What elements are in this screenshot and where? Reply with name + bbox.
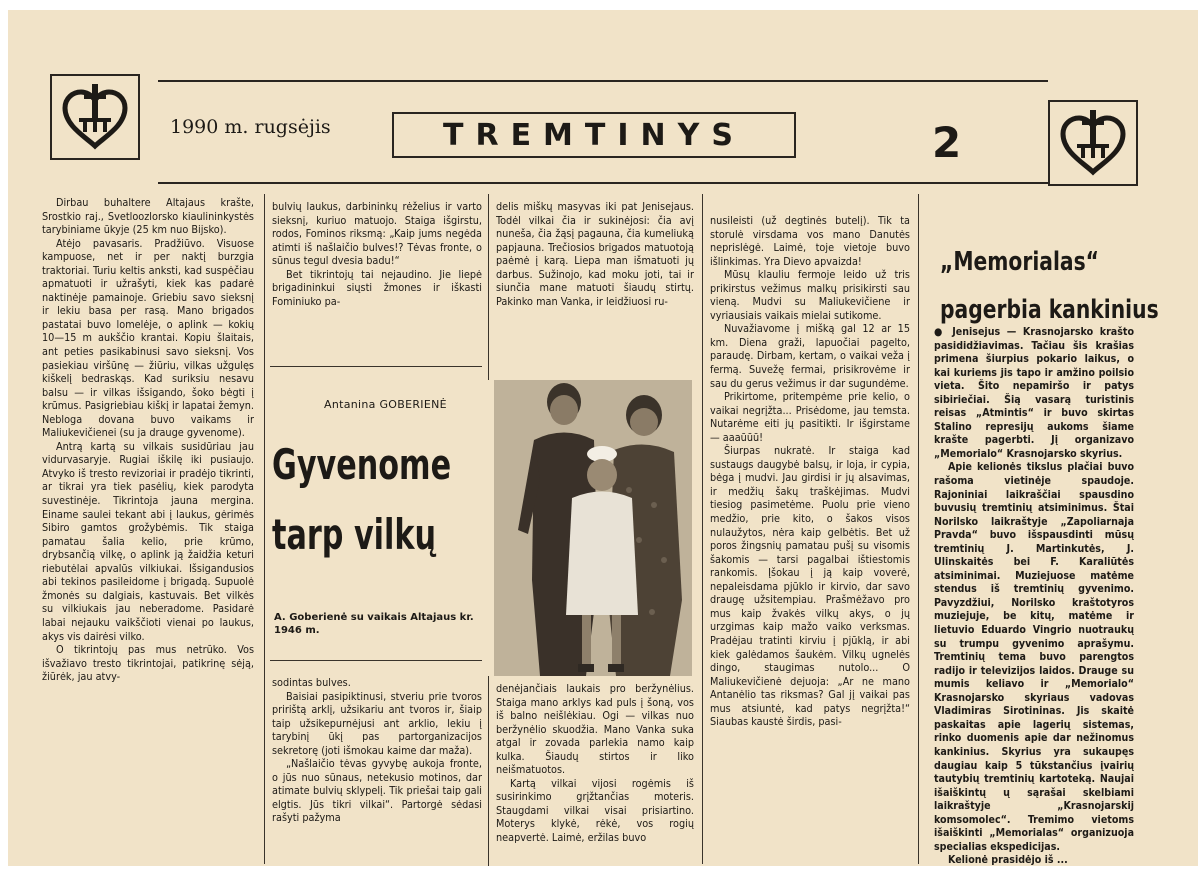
family-photo-image	[494, 380, 692, 676]
emblem-graphic	[1055, 108, 1131, 178]
article-paragraph: Kartą vilkai vijosi rogėmis iš susirinkimo grįžtančias moteris. Staugdami vilkai visai prisiartino. Moterys klykė, rėkė, vos rogių neapvertė. Laimė, eržilas buvo	[496, 776, 694, 845]
newspaper-page	[8, 10, 1198, 866]
article-column-3-top	[496, 200, 694, 372]
masthead-rule-top	[158, 80, 1048, 82]
article-paragraph: Bet tikrintojų tai nejaudino. Jie liepė brigadininkui siųsti žmones ir iškasti Fominiuko pa-	[272, 267, 482, 308]
article-paragraph: Dirbau buhaltere Altajaus krašte, Srostkio raj., Svetloozlorsko kiaulininkystės tarybiniame ūkyje (25 km nuo Bijsko).	[42, 196, 254, 237]
cross-heart-emblem-icon	[50, 74, 140, 160]
memorial-headline-line2: pagerbia kankinius	[940, 295, 1159, 325]
emblem-graphic	[57, 82, 133, 152]
article-paragraph: Nuvažiavome į mišką gal 12 ar 15 km. Diena graži, lapuočiai pagelto, paraudę. Dirbam, kertam, o vaikai veža į fermą. Suvežę fermai, prisikrovėme ir sau du gerus vežimus ir dar sugundėme.	[710, 322, 910, 390]
article-paragraph: Atėjo pavasaris. Pradžiūvo. Visuose kampuose, net ir per naktį burzgia traktoriai. Turiu keltis anksti, kad suspėčiau apmatuoti ir užrašyti, kiek kas padarė naktinėje pamainoje. Griebiu savo sieksnį ir lekiu basa per rasą. Mano brigados pastatai buvo lomelėje, o aplink — kokių 10—15 m aukščio krantai. Kopiu šlaitais, ant peties pasikabinusi savo sieksnį. Vos pasiekiau viršūnę — žiūriu, vilkas užgulęs kiškelį bedraskąs. Kad suriksiu nesavu balsu — ir vilkas išsigando, šoko bėgti į krūmus. Pasigriebiau kiškį ir lapatai žemyn. Nebloga dovana buvo vaikams ir Maliukevičienei (su ja drauge gyvenome).	[42, 236, 254, 440]
article-paragraph: nusileisti (už degtinės butelį). Tik ta storulė virsdama vos mano Danutės neprislėgė. Laimė, toje vietoje buvo išlinkimas. Yra Dievo apvaizda!	[710, 214, 910, 268]
article-paragraph: Antrą kartą su vilkais susidūriau jau vidurvasaryje. Rugiai iškilę iki pusiaujo. Atvyko iš tresto revizoriai ir pradėjo tikrinti, ar tikrai yra tiek pasėlių, kiek parodyta suvestinėje. Tikrintoja jauna mergina. Einame saulei tekant abi į laukus, gėrimės Sibiro gamtos grožybėmis. Tik staiga pamatau šalia kelio, prie krūmo, drybsančią vilkę, o aplink ją žaidžia keturi riebutėlai apvalūs vilkiukai. Išsigandusios abi tekinos pasileidome į brigadą. Supuolė žmonės su dalgiais, kastuvais. Bet vilkės su vilkiukais jau neberadome. Pasidarė labai nejauku vaikščioti vienai po laukus, akys vis dairėsi vilko.	[42, 439, 254, 643]
article-author: Antanina GOBERIENĖ	[324, 398, 447, 411]
article-paragraph: delis miškų masyvas iki pat Jenisejaus. Todėl vilkai čia ir sukinėjosi: čia avį nuneša, čia žąsį pagauna, čia kumeliuką papjauna. Trečiosios brigados matuotoją paėmė į karą. Liepa man išmatuoti jų darbus. Sužinojo, kad moku joti, tai ir siunčia mane matuoti šiaudų stirtų. Pakinko man Vanka, ir leidžiuosi ru-	[496, 200, 694, 308]
column-divider	[264, 194, 265, 864]
article-paragraph: „Našlaičio tėvas gyvybę aukoja fronte, o jūs nuo sūnaus, netekusio motinos, dar atimate bulvių sklypelį. Tik priešai taip gali elgtis. Jūs tikri vilkai“. Partorgė sėdasi rašyti pažyma	[272, 757, 482, 825]
newspaper-title: TREMTINYS	[392, 112, 796, 158]
article-paragraph: Prikirtome, pritempėme prie kelio, o vaikai negrįžta... Prisėdome, jau temsta. Nutarėme eiti jų pasitikti. Ir išgirstame — aaaūūū!	[710, 390, 910, 444]
article-column-2-bottom	[272, 676, 482, 866]
memorial-headline	[940, 238, 1159, 334]
column-divider	[488, 676, 489, 866]
article-paragraph: ● Jenisejus — Krasnojarsko krašto pasididžiavimas. Tačiau šis krašias primena šiurpius pokario laikus, o kai kuriems jis tapo ir amžino poilsio vieta. Šito nepamiršo ir patys sibiriečiai. Šią vasarą turistinis reisas „Atmintis“ ir buvo skirtas Stalino represijų aukoms šiame krašte pagerbti. Jį organizavo „Memorialo“ Krasnojarsko skyrius.	[934, 326, 1134, 460]
article-paragraph: Kelionė prasidėjo iš ...	[948, 854, 1068, 866]
article-column-3-bottom	[496, 682, 694, 866]
memorial-headline-line1: „Memorialas“	[940, 247, 1100, 277]
article-paragraph: bulvių laukus, darbininkų rėželius ir varto sieksnį, kuriuo matuojo. Staiga išgirstu, rodos, Fominos riksmą: „Kaip jums negėda atimti iš našlaičio bulves!? Tėvas fronte, o sūnus tegul dvesia badu!“	[272, 200, 482, 268]
memorial-article-body	[934, 326, 1134, 866]
column-divider	[918, 194, 919, 864]
article-paragraph: sodintas bulves.	[272, 676, 351, 689]
family-photo	[494, 380, 692, 676]
article-column-4	[710, 214, 910, 866]
article-headline-line2: tarp vilkų	[272, 510, 437, 559]
article-paragraph: Apie kelionės tikslus plačiai buvo rašoma vietinėje spaudoje. Rajoniniai laikraščiai spausdino buvusių tremtinių atsiminimus. Štai Norilsko laikraštyje „Zapoliarnaja Pravda“ buvo išspausdinti mūsų tremtinių J. Martinkutės, J. Ulinskaitės bei F. Karaliūtės atsiminimai. Muziejuose matėme stendus iš tremtinių gyvenimo. Pavyzdžiui, Norilsko kraštotyros muziejuje, be kitų, matėme ir lietuvio Eduardo Vingrio nuotraukų su trumpu gyvenimo aprašymu. Tremtinių tema buvo parengtos radijo ir televizijos laidos. Drauge su mumis keliavo ir „Memorialo“ Krasnojarsko skyriaus vadovas Vladimiras Sirotininas. Jis skaitė paskaitas apie lagerių sistemas, rinko duomenis apie dar nežinomus kankinius. Skyrius yra sukaupęs daugiau kaip 5 tūkstančius įvairių tautybių tremtinių kartoteką. Naujai išaiškintų ų sąrašai skelbiami laikraštyje „Krasnojarskij komsomolec“. Tremimo vietoms išaiškinti „Memorialas“ organizuoja specialias ekspedicijas.	[934, 461, 1134, 853]
article-paragraph: O tikrintojų pas mus netrūko. Vos išvažiavo tresto tikrintojai, patikrinę sėją, žiūrėk, jau atvy-	[42, 643, 254, 684]
article-column-1	[42, 196, 254, 866]
article-paragraph: Šiurpas nukratė. Ir staiga kad sustaugs daugybė balsų, ir loja, ir cypia, bėga į mudvi. Jau girdisi ir jų alsavimas, ir medžių šakų traškėjimas. Mudvi tiesiog pasimetėme. Puolu prie vieno medžio, prie kito, o šakos visos nulaužytos, nėra kaip gelbėtis. Bet už poros žingsnių pamatau pušį su visomis šakomis — tarsi pagalbai ištiestomis rankomis. Įšokau į ją kaip voverė, nepaleisdama pjūklo ir kirvio, dar savo draugę užsitempiau. Prašmėžavo pro mus kaip žvakės vilkų akys, o jų urzgimas kaip mažo vaiko verksmas. Pradėjau tratinti kirviu į pjūklą, ir abi kiek galėdamos šaukėm. Vilkų ugnelės dingo, staugimas nutolo... O Maliukevičienė dejuoja: „Ar ne mano Antanėlio tas riksmas? Gal jį vaikai pas mus atsiuntė, kad patys negrįžta!“ Siaubas kaustė širdis, pasi-	[710, 444, 910, 729]
issue-date: 1990 m. rugsėjis	[170, 116, 331, 138]
cross-heart-emblem-icon	[1048, 100, 1138, 186]
article-paragraph: denėjančiais laukais pro beržynėlius. Staiga mano arklys kad puls į šoną, vos iš balno neišlėkiau. Ogi — vilkas nuo beržynėlio skuodžia. Mano Vanka suka atgal ir zovada parlekia namo kaip kulka. Šiaudų stirtos ir liko neišmatuotos.	[496, 682, 694, 777]
page-number: 2	[932, 118, 962, 167]
masthead-rule-bottom	[158, 182, 1048, 184]
article-paragraph: Baisiai pasipiktinusi, stveriu prie tvoros pririštą arklį, užsikariu ant tvoros ir, šiaip taip užsikepurnėjusi ant arklio, lekiu į tarybinį ūkį pas partorganizacijos sekretorę (joti išmokau kaime dar maža).	[272, 689, 482, 757]
article-paragraph: Mūsų klauliu fermoje leido už tris prikirstus vežimus malkų prisikirsti sau vieną. Mudvi su Maliukevičiene ir vyriausiais vaikais mielai sutikome.	[710, 268, 910, 322]
article-headline-line1: Gyvenome	[272, 440, 452, 489]
section-divider	[270, 366, 482, 367]
article-column-2-top	[272, 200, 482, 360]
column-divider	[488, 194, 489, 380]
photo-caption: A. Goberienė su vaikais Altajaus kr. 1946 m.	[274, 612, 474, 636]
section-divider	[270, 660, 482, 661]
column-divider	[702, 194, 703, 864]
